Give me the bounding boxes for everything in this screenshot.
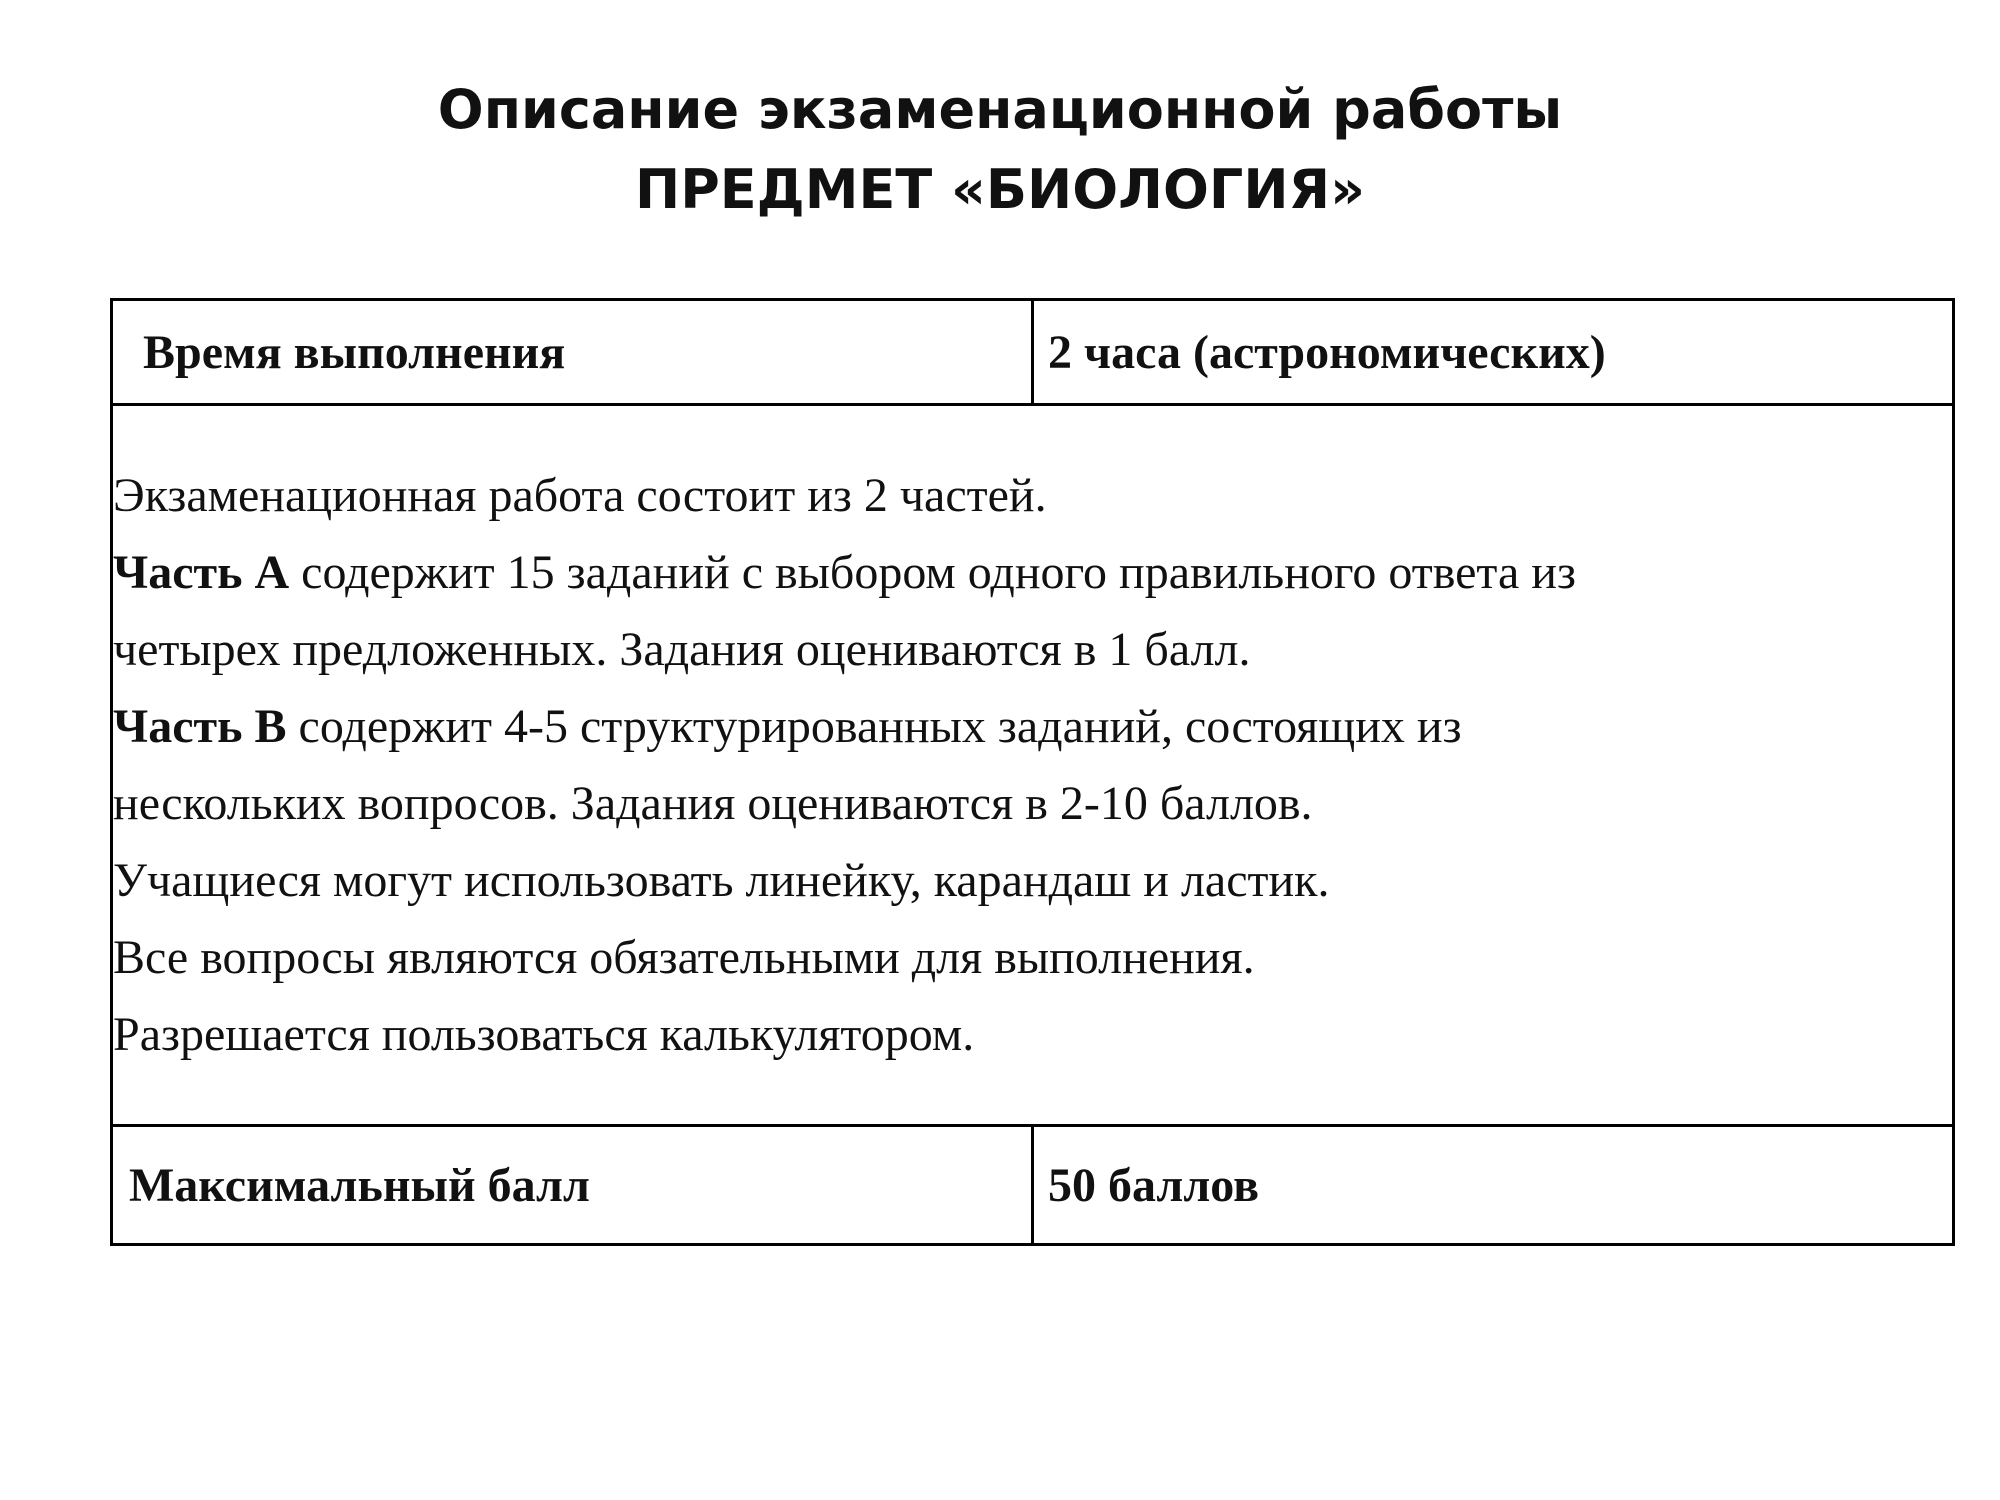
- note-calculator: Разрешается пользоваться калькулятором.: [113, 1008, 975, 1061]
- note-required: Все вопросы являются обязательными для выполнения.: [113, 931, 1255, 984]
- title-line-1: Описание экзаменационной работы: [437, 78, 1563, 141]
- part-a-text-2: четырех предложенных. Задания оцениваются в 1 балл.: [113, 623, 1251, 676]
- part-a-text-1: содержит 15 заданий с выбором одного правильного ответа из: [289, 546, 1576, 599]
- max-score-label: Максимальный балл: [112, 1126, 1033, 1245]
- exam-description-table: [110, 298, 1955, 1246]
- table-row-max-score: [112, 1126, 1954, 1245]
- description-cell: [112, 405, 1954, 1126]
- part-b-text-2: нескольких вопросов. Задания оцениваются в 2-10 баллов.: [113, 777, 1313, 830]
- table-row-description: [112, 405, 1954, 1126]
- part-b-text-1: содержит 4-5 структурированных заданий, состоящих из: [286, 700, 1462, 753]
- part-a-label: Часть А: [113, 546, 290, 599]
- part-b-label: Часть В: [113, 700, 287, 753]
- time-label: Время выполнения: [112, 300, 1033, 405]
- part-b-line-1: [113, 688, 1952, 765]
- table-row-time: [112, 300, 1954, 405]
- part-a-line-1: [113, 534, 1952, 611]
- intro-text: Экзаменационная работа состоит из 2 частей.: [113, 469, 1047, 522]
- note-tools: Учащиеся могут использовать линейку, карандаш и ластик.: [113, 854, 1330, 907]
- title-line-2: ПРЕДМЕТ «БИОЛОГИЯ»: [635, 158, 1365, 221]
- time-value: 2 часа (астрономических): [1033, 300, 1954, 405]
- page-title: [0, 70, 2000, 230]
- max-score-value: 50 баллов: [1033, 1126, 1954, 1245]
